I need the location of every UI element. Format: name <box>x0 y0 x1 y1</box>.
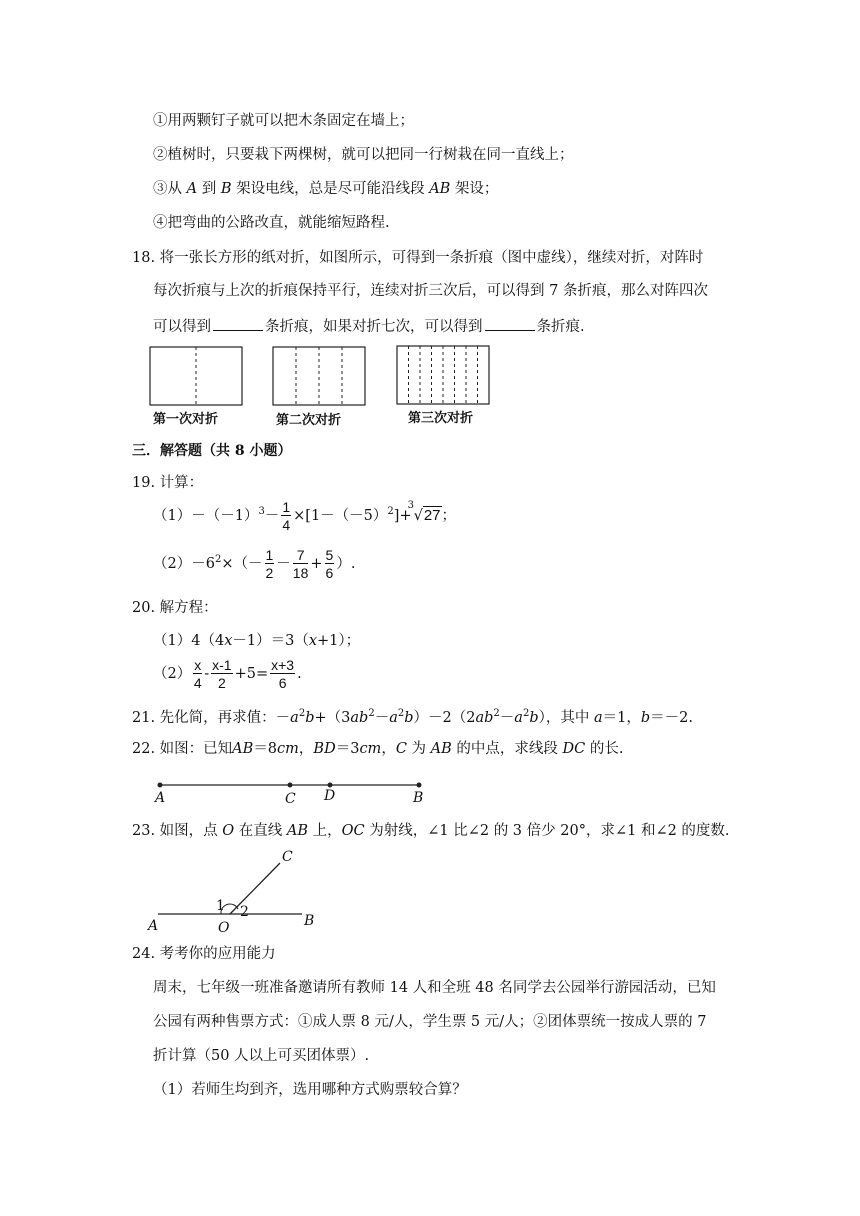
q22: 22. 如图：已知AB＝8cm，BD＝3cm，C 为 AB 的中点，求线段 DC 的长. <box>132 741 624 757</box>
q24-subquestion-1: （1）若师生均到齐，选用哪种方式购票较合算？ <box>153 1082 467 1098</box>
point-d <box>328 783 333 788</box>
q19-part-1: $(1)-(-1)^3-$ $\frac{1}{4}$ $\times[1-(-5)^2]+$ 3 √27； <box>153 499 457 533</box>
fraction: $\frac{5}{6}$ <box>325 547 334 581</box>
q20-title: 20. 解方程： <box>132 600 218 616</box>
fraction: $\frac{1}{2}$ <box>265 547 274 581</box>
q19-title: 19. 计算： <box>132 475 204 491</box>
q24-line-2: 公园有两种售票方式：①成人票 8 元/人，学生票 5 元/人；②团体票统一按成人票的 7 <box>153 1014 707 1030</box>
q17-item-4: ④把弯曲的公路改直，就能缩短路程. <box>153 215 390 231</box>
point-c <box>288 783 293 788</box>
q24-title: 24. 考考你的应用能力 <box>132 946 276 962</box>
q20-part-2: （2） $\frac{x}{4}$ - $\frac{x-1}{2}$ +5= $\frac{x+3}{6}$ . <box>153 657 302 691</box>
cube-root: 3 √27 <box>407 500 441 524</box>
q17-item-3: ③从 A 到 B 架设电线，总是尽可能沿线段 AB 架设； <box>153 181 499 197</box>
fraction: $\frac{x-1}{2}$ <box>212 657 232 691</box>
q18-line-3: 可以得到 条折痕，如果对折七次，可以得到 条折痕. <box>153 319 585 335</box>
label-c: C <box>285 791 296 807</box>
q17-item-2: ②植树时，只要栽下两棵树，就可以把同一行树栽在同一直线上； <box>153 147 574 163</box>
label-b: B <box>304 913 315 929</box>
label-angle-2: 2 <box>240 904 249 920</box>
label-a: A <box>148 918 159 934</box>
label-o: O <box>218 920 230 936</box>
fold-label-2: 第二次对折 <box>276 412 342 427</box>
fold-label-1: 第一次对折 <box>153 411 219 426</box>
answer-blank <box>213 318 263 331</box>
fraction: $\frac{x+3}{6}$ <box>271 657 295 691</box>
label-b: B <box>413 790 424 806</box>
label-c: C <box>282 849 293 865</box>
angle-figure <box>150 848 330 934</box>
label-angle-1: 1 <box>216 898 225 914</box>
q21: 21. 先化简，再求值：$-a^2b+(3ab^2-a^2b)-2(2ab^2-a^2b)$，其中 a＝1，b＝－2. <box>132 708 693 726</box>
q24-line-3: 折计算（50 人以上可买团体票）. <box>153 1048 370 1064</box>
q17-item-1: ①用两颗钉子就可以把木条固定在墙上； <box>153 113 414 129</box>
ray-oc <box>230 863 280 914</box>
fraction: $\frac{x}{4}$ <box>193 657 202 691</box>
section-title: 三．解答题（共 8 小题） <box>132 443 292 459</box>
label-d: D <box>324 788 336 804</box>
q24-line-1: 周末，七年级一班准备邀请所有教师 14 人和全班 48 名同学去公园举行游园活动，已知 <box>153 980 716 996</box>
answer-blank <box>485 318 535 331</box>
fold-label-3: 第三次对折 <box>408 410 474 425</box>
point-a <box>158 783 163 788</box>
point-b <box>417 783 422 788</box>
q19-part-2: $(2)-6^2\times(-$ $\frac{1}{2}$ － $\frac{7}{18}$ + $\frac{5}{6}$ ）. <box>153 547 356 581</box>
q18-line-1: 18. 将一张长方形的纸对折，如图所示，可得到一条折痕（图中虚线），继续对折，对阵时 <box>132 250 704 266</box>
label-a: A <box>155 790 166 806</box>
q23: 23. 如图，点 O 在直线 AB 上，OC 为射线，∠1 比∠2 的 3 倍少 20°，求∠1 和∠2 的度数. <box>132 823 730 839</box>
fraction: $\frac{7}{18}$ <box>292 547 309 581</box>
q20-part-1: （1）4（4x－1）＝3（x+1）； <box>153 633 361 649</box>
q18-line-2: 每次折痕与上次的折痕保持平行，连续对折三次后，可以得到 7 条折痕，那么对阵四次 <box>153 283 708 299</box>
fraction: $\frac{1}{4}$ <box>282 499 291 533</box>
